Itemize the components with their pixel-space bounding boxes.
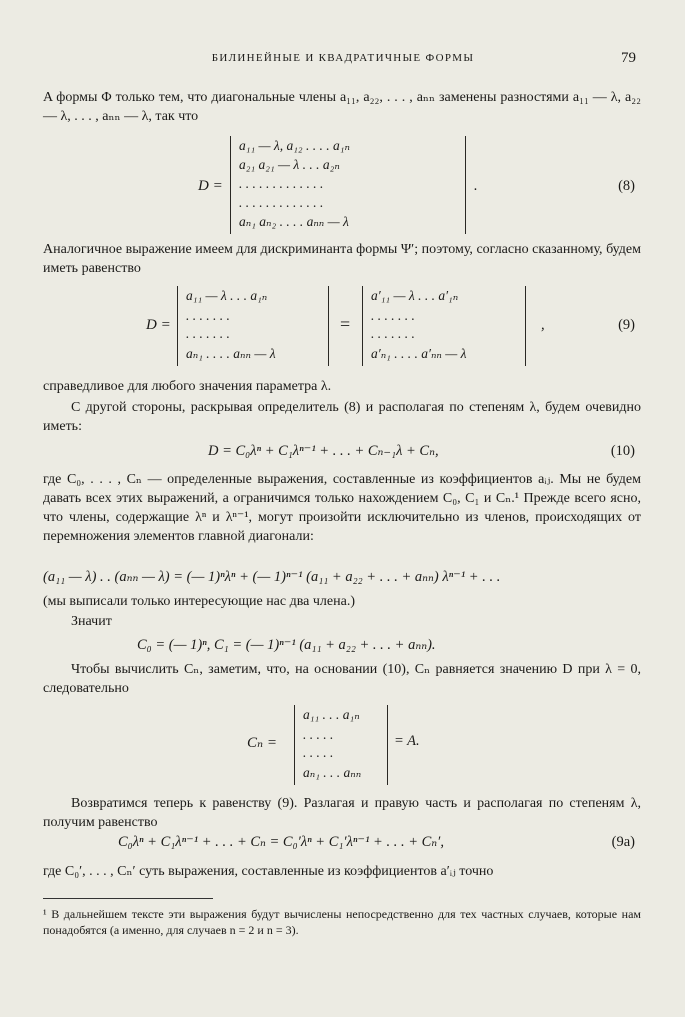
eq9-equals: = (340, 314, 351, 334)
paragraph-discriminant: Аналогичное выражение имеем для дискриминанта формы Ψ′; поэтому, согласно сказанному, будем иметь равенство (43, 242, 641, 276)
eq9-right-row-3: . . . . . . . (371, 326, 415, 341)
eq9-left-row-3: . . . . . . . (186, 326, 230, 341)
page-number: 79 (621, 50, 636, 66)
eq8-determinant (230, 136, 466, 234)
paragraph-intro: A формы Φ только тем, что диагональные члены a₁₁, a₂₂, . . . , aₙₙ заменены разностями a₁₁ — λ, a₂₂ — λ, . . . , aₙₙ — λ, так что (43, 90, 641, 124)
eq8-row-1: a₁₁ — λ, a₁₂ . . . . a₁ₙ (239, 138, 350, 153)
eq9-tail: , (541, 317, 545, 333)
eq8-lhs: D = (198, 178, 223, 194)
eq9-number: (9) (618, 317, 635, 333)
diagonal-product: (a₁₁ — λ) . . (aₙₙ — λ) = (— 1)ⁿλⁿ + (— 1)ⁿ⁻¹ (a₁₁ + a₂₂ + . . . + aₙₙ) λⁿ⁻¹ + . . . (43, 569, 501, 585)
eq9a: C₀λⁿ + C₁λⁿ⁻¹ + . . . + Cₙ = C₀′λⁿ + C₁′λⁿ⁻¹ + . . . + Cₙ′, (118, 834, 444, 850)
eq8-row-5: aₙ₁ aₙ₂ . . . . aₙₙ — λ (239, 214, 349, 229)
footnote: ¹ В дальнейшем тексте эти выражения будут вычислены непосредственно для тех частных случаев, которые нам понадобятся (а именно, для случаев n = 2 и n = 3). (43, 907, 641, 937)
paragraph-expand: С другой стороны, раскрывая определитель (8) и располагая по степеням λ, будем очевидно иметь: (43, 400, 641, 434)
eq9-right-row-2: . . . . . . . (371, 308, 415, 323)
eq9-right-row-1: a′₁₁ — λ . . . a′₁ₙ (371, 288, 459, 303)
paragraph-return: Возвратимся теперь к равенству (9). Разлагая и правую часть и располагая по степеням λ, получим равенство (43, 796, 641, 830)
eq9a-number: (9a) (611, 834, 635, 850)
cn-row-1: a₁₁ . . . a₁ₙ (303, 707, 360, 722)
eq8-row-2: a₂₁ a₂₁ — λ . . . a₂ₙ (239, 157, 340, 172)
eq9-left-row-4: aₙ₁ . . . . aₙₙ — λ (186, 346, 276, 361)
eq9-left-row-1: a₁₁ — λ . . . a₁ₙ (186, 288, 268, 303)
cn-rhs: = A. (394, 733, 420, 749)
eq9-right-row-4: a′ₙ₁ . . . . a′ₙₙ — λ (371, 346, 467, 361)
eq8-number: (8) (618, 178, 635, 194)
cn-row-2: . . . . . (303, 727, 334, 742)
cn-determinant (294, 705, 388, 785)
paragraph-valid-for-lambda: справедливое для любого значения параметра λ. (43, 379, 332, 394)
eq10: D = C₀λⁿ + C₁λⁿ⁻¹ + . . . + Cₙ₋₁λ + Cₙ, (208, 443, 439, 459)
paragraph-note: (мы выписали только интересующие нас два члена.) (43, 594, 355, 609)
paragraph-hence: Значит (71, 614, 112, 629)
cn-row-3: . . . . . (303, 745, 334, 760)
footnote-rule (43, 898, 213, 899)
cn-lhs: Cₙ = (247, 735, 277, 751)
eq8-row-4: . . . . . . . . . . . . . (239, 195, 324, 210)
coeff-equation: C₀ = (— 1)ⁿ, C₁ = (— 1)ⁿ⁻¹ (a₁₁ + a₂₂ + . . . + aₙₙ). (137, 637, 436, 653)
eq9-lhs: D = (146, 317, 171, 333)
eq8-tail: . (474, 178, 478, 194)
paragraph-where: где C₀′, . . . , Cₙ′ суть выражения, составленные из коэффициентов a′ᵢⱼ точно (43, 864, 494, 879)
paragraph-coefficients: где C₀, . . . , Cₙ — определенные выражения, составленные из коэффициентов aᵢⱼ. Мы не будем давать всех этих выражений, а ограничимся только нахождением C₀, C₁ и Cₙ.¹ Прежде всего ясно, что члены, содержащие λⁿ и λⁿ⁻¹, могут произойти исключительно из членов, происходящих от перемножения элементов главной диагонали: (43, 472, 641, 544)
eq10-number: (10) (610, 443, 635, 459)
eq9-left-row-2: . . . . . . . (186, 308, 230, 323)
cn-row-4: aₙ₁ . . . aₙₙ (303, 765, 362, 780)
eq8-row-3: . . . . . . . . . . . . . (239, 176, 324, 191)
eq9-left-determinant (177, 286, 329, 366)
running-title: БИЛИНЕЙНЫЕ И КВАДРАТИЧНЫЕ ФОРМЫ (211, 52, 475, 64)
paragraph-cn: Чтобы вычислить Cₙ, заметим, что, на основании (10), Cₙ равняется значению D при λ = 0, следовательно (43, 662, 641, 696)
eq9-right-determinant (362, 286, 526, 366)
